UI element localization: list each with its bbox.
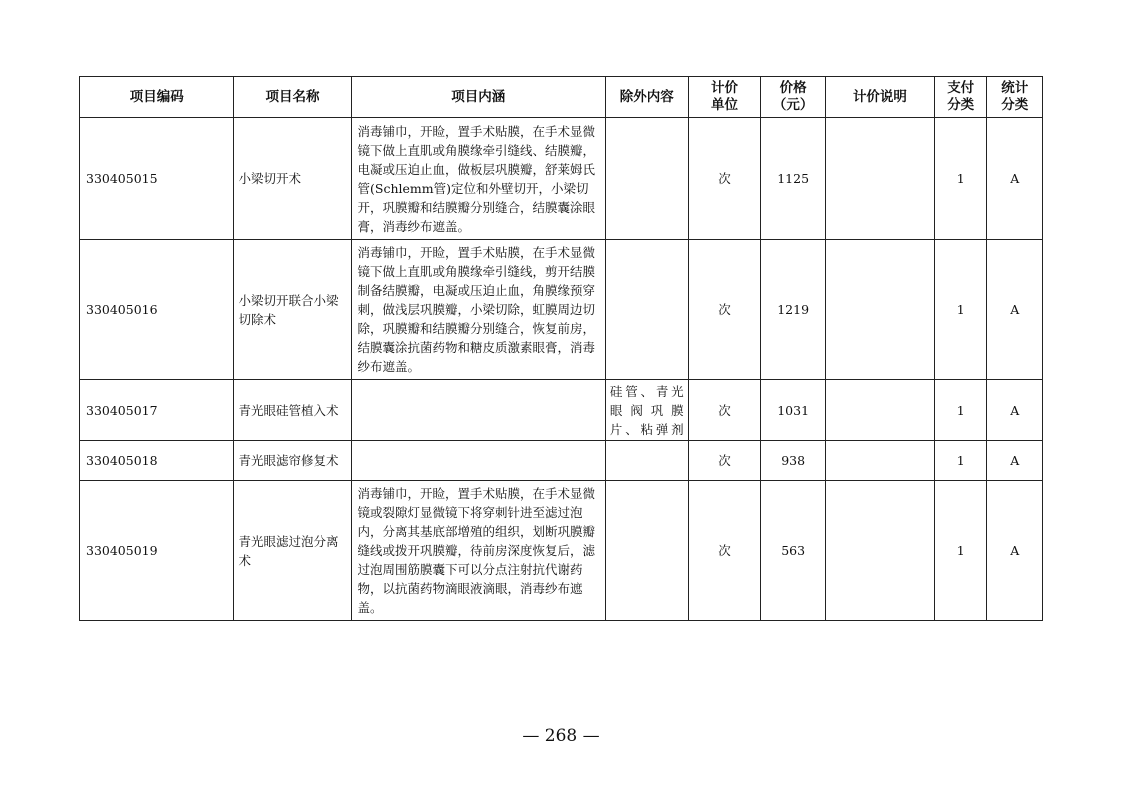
cell-name: 青光眼滤帘修复术 <box>234 441 351 481</box>
cell-content <box>351 380 605 441</box>
header-exclude: 除外内容 <box>605 77 688 118</box>
cell-stat: A <box>987 441 1043 481</box>
cell-exclude <box>605 481 688 621</box>
header-price <box>761 77 826 118</box>
table-row <box>80 240 1043 380</box>
cell-stat: A <box>987 481 1043 621</box>
cell-stat: A <box>987 380 1043 441</box>
header-pay-line2: 分类 <box>947 97 975 113</box>
header-code: 项目编码 <box>80 77 234 118</box>
page-number: — 268 — <box>522 726 600 746</box>
cell-price: 1219 <box>761 240 826 380</box>
cell-pay: 1 <box>934 481 986 621</box>
table-row <box>80 118 1043 240</box>
cell-code: 330405019 <box>80 481 234 621</box>
header-content: 项目内涵 <box>351 77 605 118</box>
cell-price: 1125 <box>761 118 826 240</box>
cell-exclude <box>605 118 688 240</box>
cell-unit: 次 <box>688 481 761 621</box>
cell-exclude: 硅管、青光眼阀巩膜片、粘弹剂 <box>605 380 688 441</box>
cell-name: 小梁切开联合小梁切除术 <box>234 240 351 380</box>
header-stat-line2: 分类 <box>1001 97 1029 113</box>
cell-exclude <box>605 441 688 481</box>
cell-name: 青光眼滤过泡分离术 <box>234 481 351 621</box>
price-table <box>79 76 1043 621</box>
cell-stat: A <box>987 118 1043 240</box>
cell-code: 330405015 <box>80 118 234 240</box>
header-name: 项目名称 <box>234 77 351 118</box>
cell-note <box>825 118 934 240</box>
cell-content: 消毒铺巾，开睑，置手术贴膜，在手术显微镜下做上直肌或角膜缘牵引缝线，剪开结膜制备结膜瓣，电凝或压迫止血，角膜缘预穿刺，做浅层巩膜瓣，小梁切除，虹膜周边切除，巩膜瓣和结膜瓣分别缝合，恢复前房，结膜囊涂抗菌药物和糖皮质激素眼膏，消毒纱布遮盖。 <box>351 240 605 380</box>
cell-content <box>351 441 605 481</box>
table-row <box>80 481 1043 621</box>
header-stat-line1: 统计 <box>1001 80 1029 96</box>
cell-pay: 1 <box>934 118 986 240</box>
header-note: 计价说明 <box>825 77 934 118</box>
cell-code: 330405016 <box>80 240 234 380</box>
cell-note <box>825 481 934 621</box>
cell-price: 563 <box>761 481 826 621</box>
cell-price: 938 <box>761 441 826 481</box>
cell-note <box>825 240 934 380</box>
cell-content: 消毒铺巾，开睑，置手术贴膜，在手术显微镜下做上直肌或角膜缘牵引缝线、结膜瓣，电凝或压迫止血，做板层巩膜瓣，舒莱姆氏管(Schlemm管)定位和外壁切开，小梁切开，巩膜瓣和结膜瓣分别缝合，结膜囊涂眼膏，消毒纱布遮盖。 <box>351 118 605 240</box>
cell-note <box>825 380 934 441</box>
cell-code: 330405017 <box>80 380 234 441</box>
header-pay-line1: 支付 <box>947 80 975 96</box>
header-price-line1: 价格 <box>779 80 807 96</box>
cell-pay: 1 <box>934 380 986 441</box>
cell-unit: 次 <box>688 118 761 240</box>
header-stat <box>987 77 1043 118</box>
header-unit-line2: 单位 <box>711 97 738 113</box>
header-unit-line1: 计价 <box>711 80 738 96</box>
cell-note <box>825 441 934 481</box>
cell-unit: 次 <box>688 240 761 380</box>
cell-unit: 次 <box>688 380 761 441</box>
cell-content: 消毒铺巾，开睑，置手术贴膜，在手术显微镜或裂隙灯显微镜下将穿刺针进至滤过泡内，分离其基底部增殖的组织，划断巩膜瓣缝线或拨开巩膜瓣，待前房深度恢复后，滤过泡周围筋膜囊下可以分点注射抗代谢药物，以抗菌药物滴眼液滴眼，消毒纱布遮盖。 <box>351 481 605 621</box>
cell-unit: 次 <box>688 441 761 481</box>
cell-pay: 1 <box>934 441 986 481</box>
table-row <box>80 380 1043 441</box>
header-unit <box>688 77 761 118</box>
cell-code: 330405018 <box>80 441 234 481</box>
cell-exclude <box>605 240 688 380</box>
header-pay <box>934 77 986 118</box>
cell-name: 青光眼硅管植入术 <box>234 380 351 441</box>
cell-stat: A <box>987 240 1043 380</box>
table-row <box>80 441 1043 481</box>
cell-name: 小梁切开术 <box>234 118 351 240</box>
cell-price: 1031 <box>761 380 826 441</box>
cell-pay: 1 <box>934 240 986 380</box>
table-header-row <box>80 77 1043 118</box>
header-price-line2: （元） <box>772 97 814 113</box>
